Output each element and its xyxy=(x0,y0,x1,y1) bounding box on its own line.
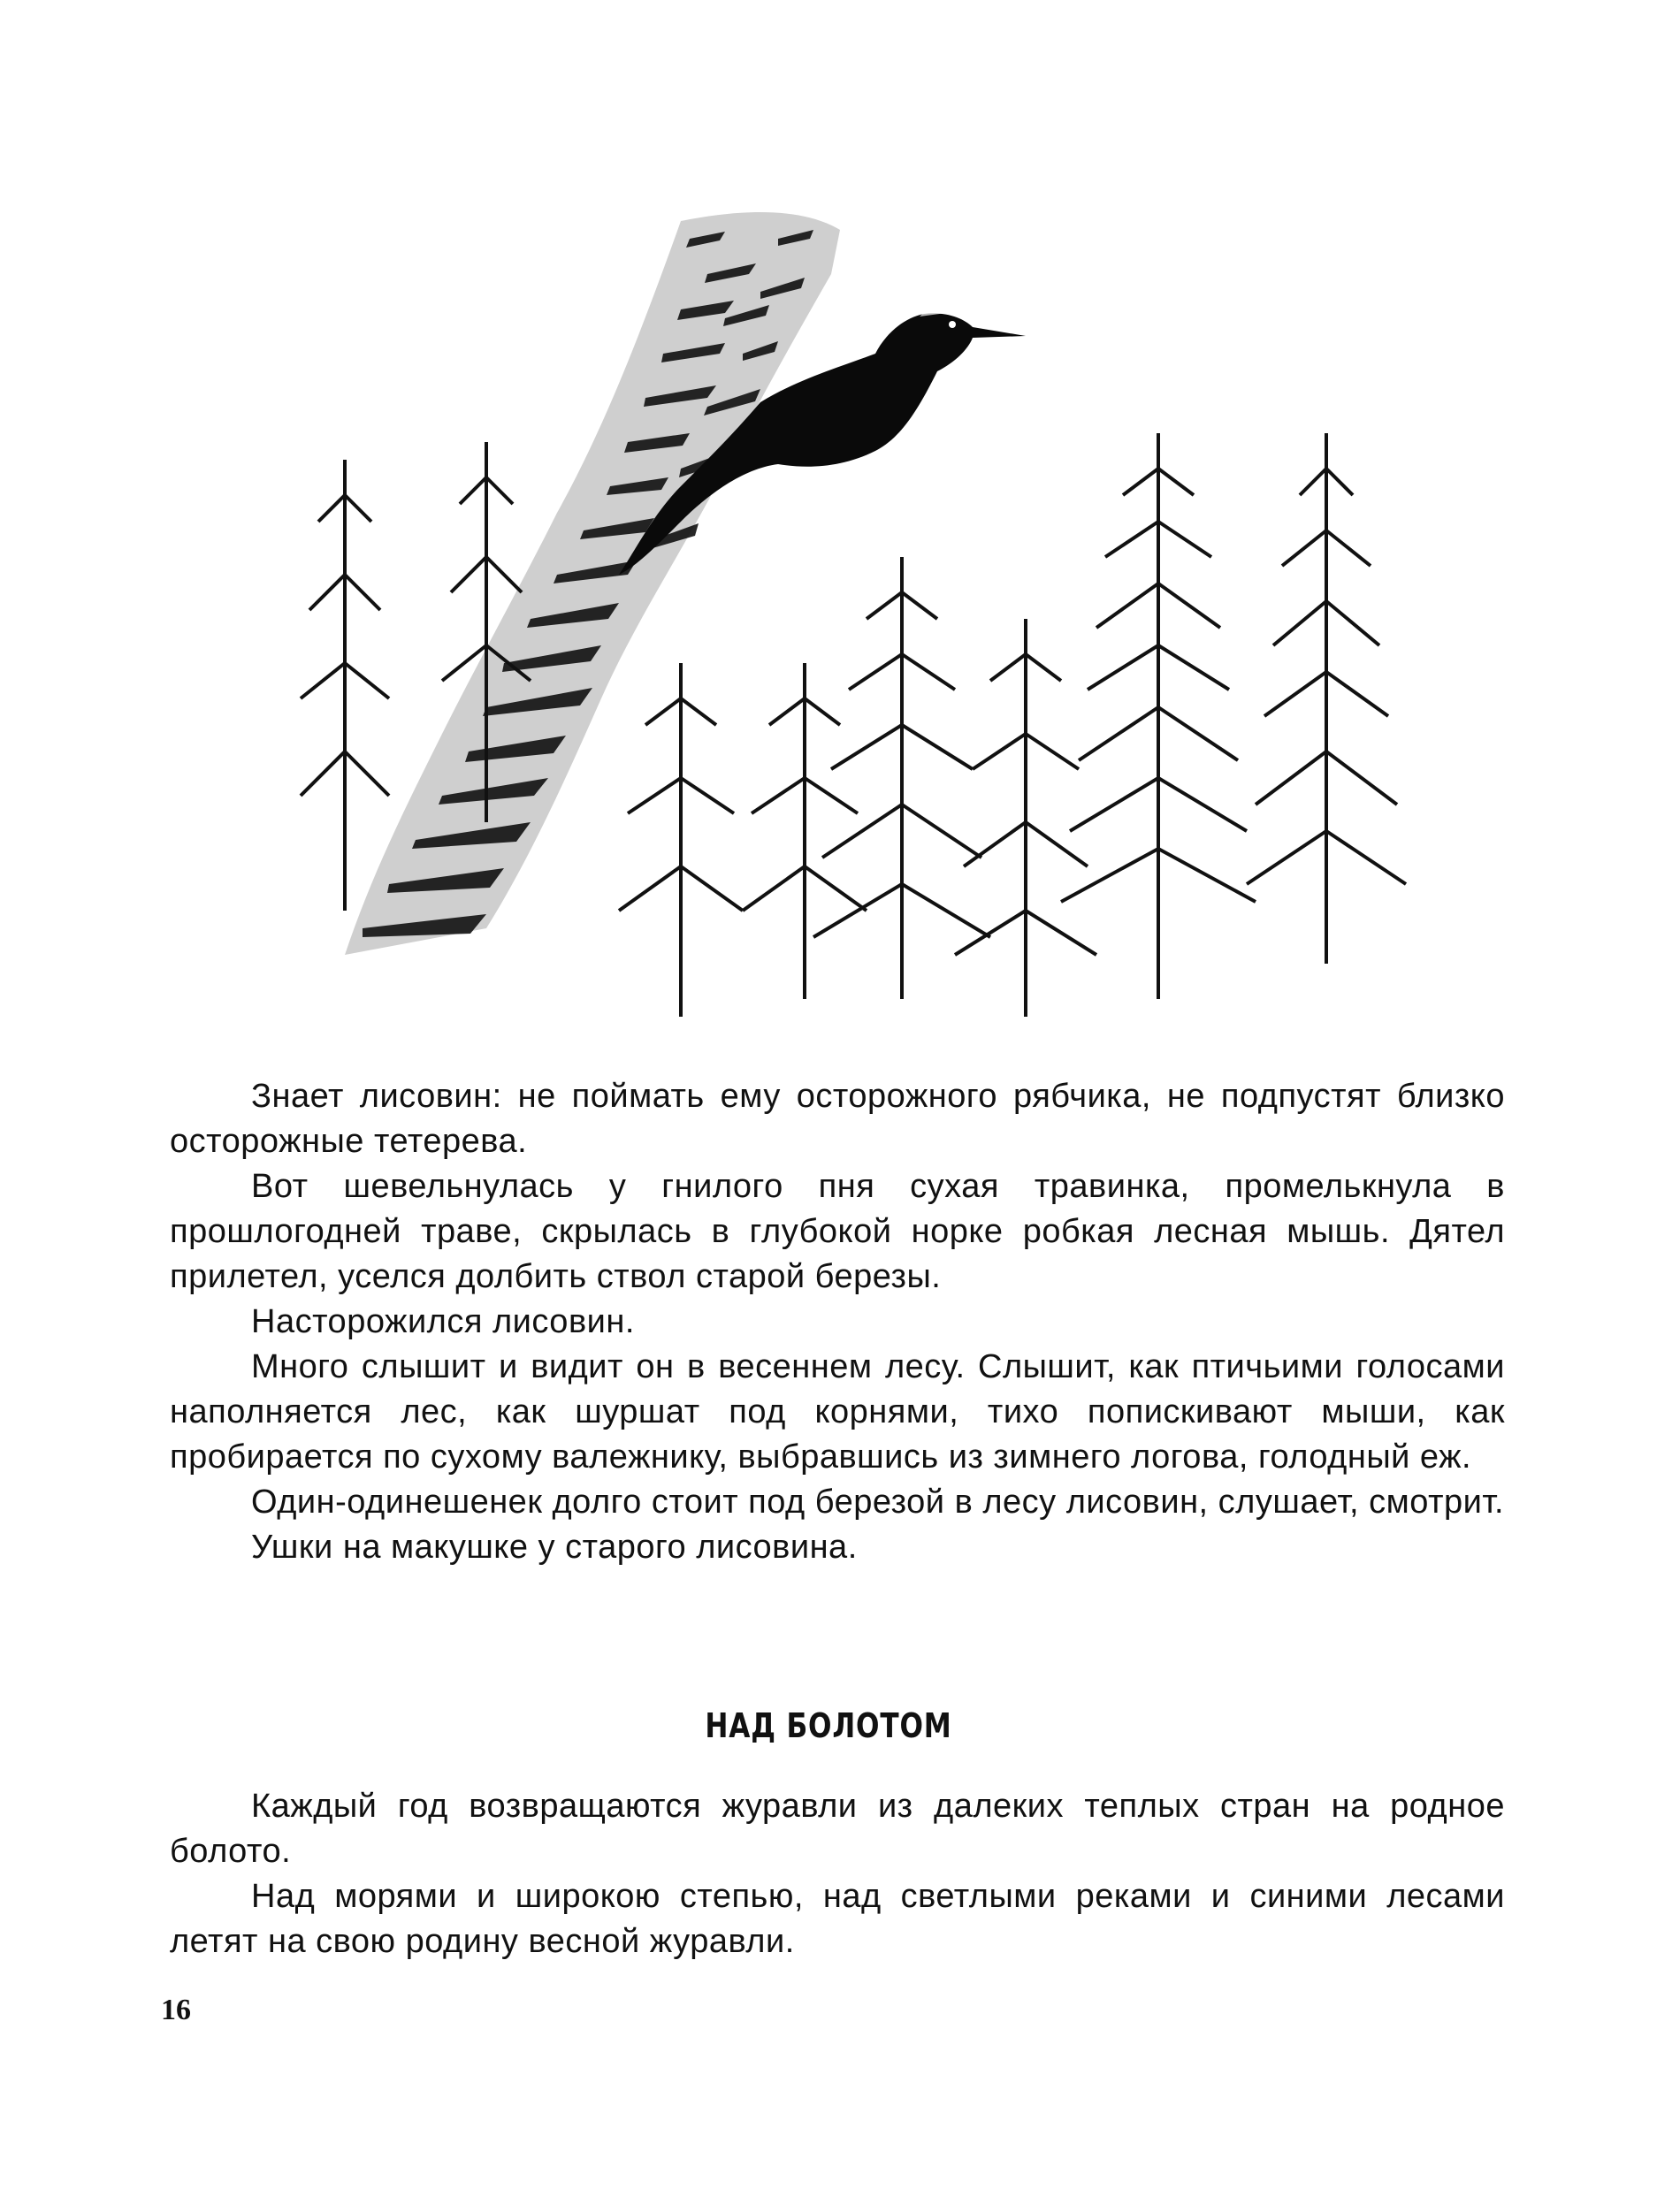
page-number: 16 xyxy=(161,1994,191,2026)
paragraph: Ушки на макушке у старого лисовина. xyxy=(251,1529,858,1566)
woodpecker-illustration xyxy=(265,203,1441,1070)
paragraph: Вот шевельнулась у гнилого пня сухая травинка, промелькнула в прошлогодней траве, скрылась в глубокой норке робкая лесная мышь. Дятел прилетел, уселся долбить ствол старой березы. xyxy=(170,1168,1505,1295)
paragraph: Один-одинешенек долго стоит под березой в лесу лисовин, слушает, смотрит. xyxy=(251,1484,1505,1521)
paragraph: Над морями и широкою степью, над светлыми реками и синими лесами летят на свою родину весной журавли. xyxy=(170,1878,1505,1960)
tree-trunk xyxy=(345,212,840,955)
section-body-text xyxy=(170,1784,1505,1964)
paragraph: Много слышит и видит он в весеннем лесу. Слышит, как птичьими голосами наполняется лес, как шуршат под корнями, тихо попискивают мыши, как пробирается по сухому валежнику, выбравшись из зимнего логова, голодный еж. xyxy=(170,1348,1505,1476)
story-end-text xyxy=(170,1074,1505,1570)
paragraph: Каждый год возвращаются журавли из далеких теплых стран на родное болото. xyxy=(170,1788,1505,1870)
paragraph: Знает лисовин: не поймать ему осторожного рябчика, не подпустят близко осторожные тетерева. xyxy=(170,1078,1505,1160)
section-title: НАД БОЛОТОМ xyxy=(705,1706,952,1745)
paragraph: Насторожился лисовин. xyxy=(251,1303,635,1340)
